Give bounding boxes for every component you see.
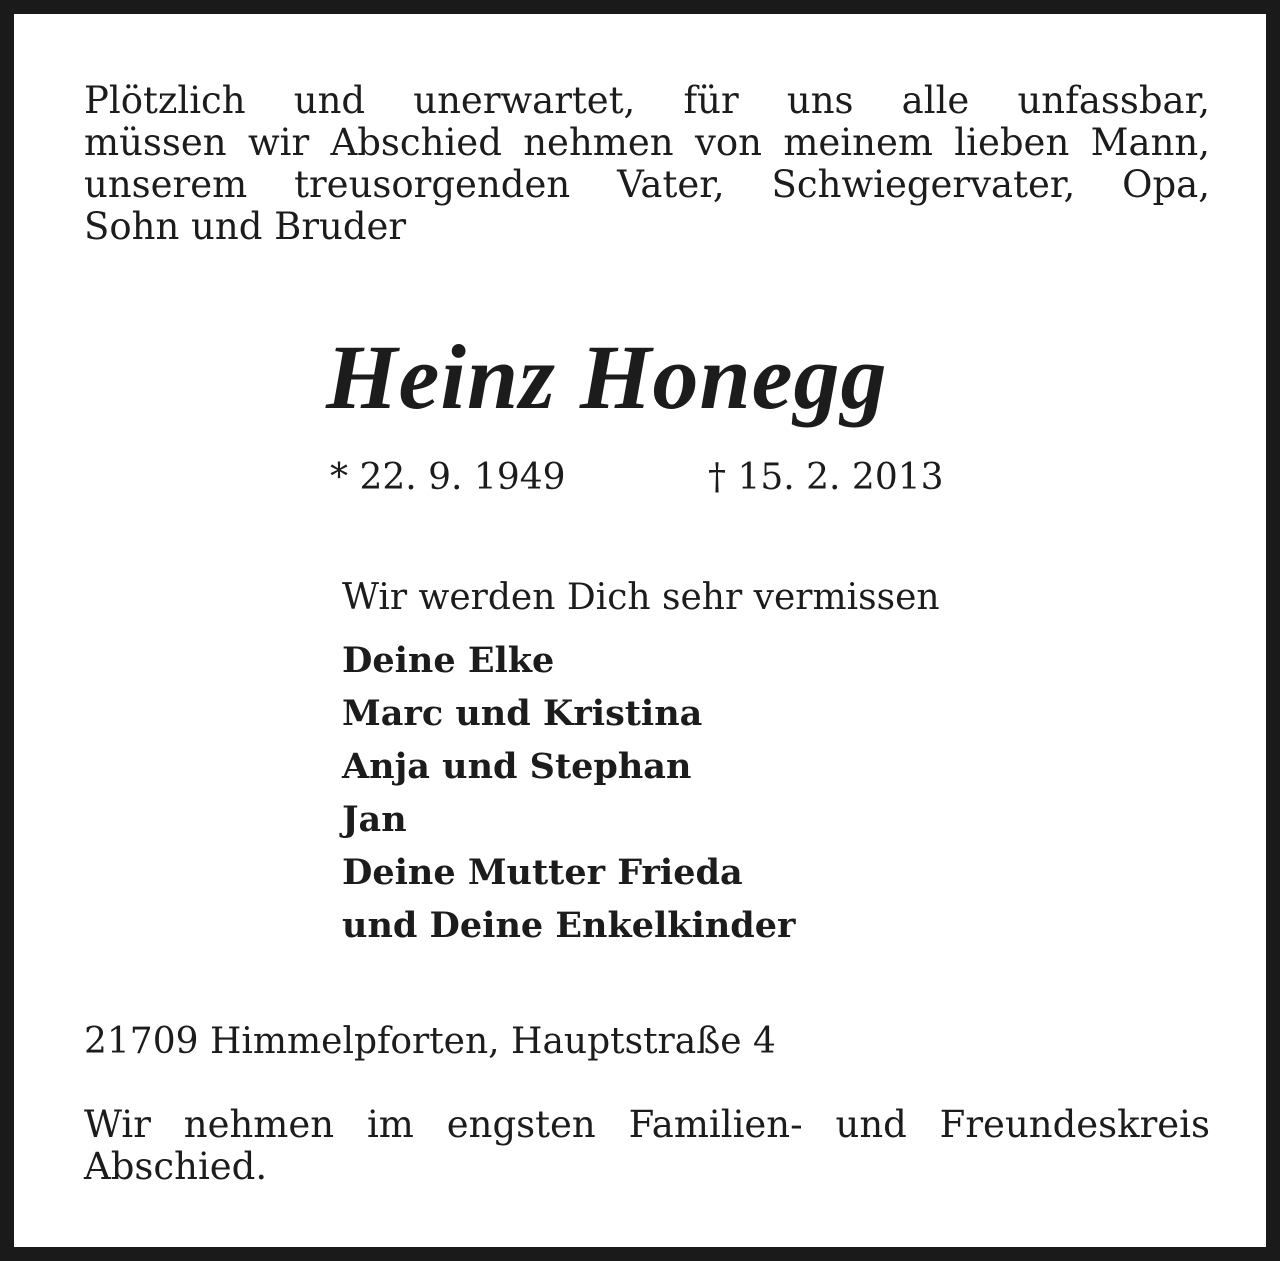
family-member: Marc und Kristina [342,693,703,734]
family-member: Deine Mutter Frieda [342,852,743,893]
closing-line: Wir nehmen im engsten Familien- und Freundeskreis [84,1103,1210,1146]
family-member: Anja und Stephan [342,746,692,787]
family-member: Deine Elke [342,640,555,681]
birth-date: * 22. 9. 1949 [330,457,566,498]
deceased-name: Heinz Honegg [326,326,888,428]
intro-line: unserem treusorgenden Vater, Schwiegervater, Opa, [84,163,1210,206]
intro-line: müssen wir Abschied nehmen von meinem lieben Mann, [84,121,1210,164]
address: 21709 Himmelpforten, Hauptstraße 4 [84,1021,776,1062]
intro-line: Plötzlich und unerwartet, für uns alle unfassbar, [84,79,1210,122]
intro-line: Sohn und Bruder [84,205,407,248]
family-list [342,634,795,952]
closing-line: Abschied. [84,1145,268,1188]
mourning-line: Wir werden Dich sehr vermissen [342,577,940,618]
family-member: Jan [342,799,407,840]
closing-text [84,1104,1210,1188]
death-date: † 15. 2. 2013 [708,457,944,498]
family-member: und Deine Enkelkinder [342,905,796,946]
intro-text [84,80,1210,248]
